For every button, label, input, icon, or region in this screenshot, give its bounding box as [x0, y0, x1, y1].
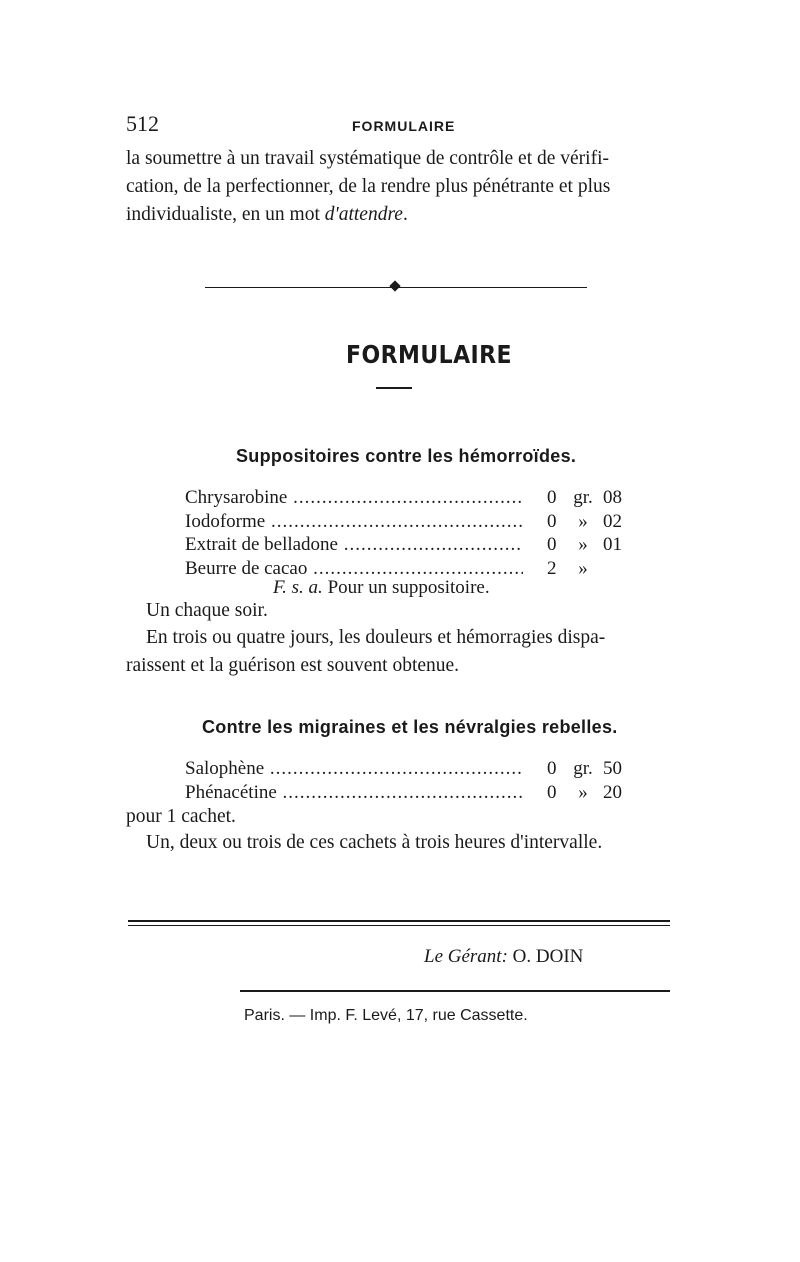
footer-rule — [240, 990, 670, 992]
recipe-heading: Contre les migraines et les névralgies rebelles. — [202, 717, 618, 737]
title-underline — [376, 387, 412, 389]
fsa-text: Pour un suppositoire. — [327, 577, 490, 598]
qty-fraction: 08 — [603, 487, 622, 508]
qty-fraction: 20 — [603, 781, 622, 803]
ingredient-quantity — [547, 782, 627, 804]
qty-whole: 2 — [547, 557, 557, 579]
ingredient-quantity — [547, 558, 627, 580]
qty-whole: 0 — [547, 758, 557, 779]
ingredient-quantity — [547, 487, 627, 509]
printer-imprint: Paris. — Imp. F. Levé, 17, rue Cassette. — [244, 1007, 528, 1024]
qty-whole: 0 — [547, 487, 557, 508]
dosage-note: Un, deux ou trois de ces cachets à trois heures d'intervalle. — [146, 832, 603, 853]
ingredient-row — [185, 534, 625, 558]
qty-fraction: 02 — [603, 510, 622, 532]
page-number: 512 — [126, 111, 159, 136]
ingredient-row — [185, 758, 625, 782]
ingredient-name: Salophène ..... — [185, 758, 523, 780]
ingredient-name: Chrysarobine ..... — [185, 487, 523, 509]
diamond-ornament-icon — [389, 280, 400, 291]
qty-unit: » — [578, 557, 588, 579]
qty-unit: » — [578, 510, 588, 532]
preparation-instruction — [273, 577, 490, 599]
qty-whole: 0 — [547, 510, 557, 532]
qty-unit: » — [578, 781, 588, 803]
recipe-heading: Suppositoires contre les hémorroïdes. — [236, 446, 577, 466]
ingredient-name: Extrait de belladone ..... — [185, 534, 523, 556]
qty-fraction: 50 — [603, 758, 622, 779]
ornamental-divider — [205, 281, 587, 293]
intro-line: cation, de la perfectionner, de la rendre plus pénétrante et plus — [126, 176, 611, 197]
running-head: FORMULAIRE — [352, 118, 456, 134]
ingredient-quantity — [547, 758, 627, 780]
effect-line: En trois ou quatre jours, les douleurs et hémorragies dispa- — [146, 627, 606, 648]
qty-unit: gr. — [573, 487, 593, 508]
double-rule — [128, 920, 670, 928]
dosage-note: pour 1 cachet. — [126, 806, 236, 827]
ingredient-name: Iodoforme ..... — [185, 511, 523, 533]
ingredient-name: Phénacétine ..... — [185, 782, 523, 804]
ingredient-quantity — [547, 534, 627, 556]
ingredient-row — [185, 487, 625, 511]
intro-line — [126, 201, 674, 229]
intro-text: individualiste, en un mot — [126, 204, 325, 225]
qty-unit: » — [578, 534, 588, 555]
ingredient-row — [185, 782, 625, 806]
section-title: FORMULAIRE — [346, 340, 513, 369]
rule-thin — [128, 925, 670, 926]
intro-paragraph — [126, 145, 674, 229]
intro-line: la soumettre à un travail systématique de contrôle et de vérifi- — [126, 148, 609, 169]
gerant-label: Le Gérant: — [424, 946, 508, 967]
qty-unit: gr. — [573, 758, 593, 779]
effect-line: raissent et la guérison est souvent obtenue. — [126, 655, 460, 676]
ingredient-quantity — [547, 511, 627, 533]
qty-whole: 0 — [547, 534, 557, 555]
ingredient-row — [185, 511, 625, 535]
dosage-note: Un chaque soir. — [146, 600, 268, 621]
gerant-name: O. DOIN — [512, 946, 584, 967]
intro-emphasis: d'attendre — [324, 204, 403, 225]
intro-text: . — [402, 204, 408, 225]
gerant-signature — [424, 946, 583, 968]
qty-fraction: 01 — [603, 534, 622, 555]
rule-thick — [128, 920, 670, 922]
ingredient-list — [185, 758, 625, 805]
ingredient-list — [185, 487, 625, 581]
fsa-abbreviation: F. s. a. — [273, 577, 323, 598]
qty-whole: 0 — [547, 781, 557, 803]
effect-paragraph — [126, 624, 674, 680]
ingredient-name: Beurre de cacao ..... — [185, 558, 523, 580]
